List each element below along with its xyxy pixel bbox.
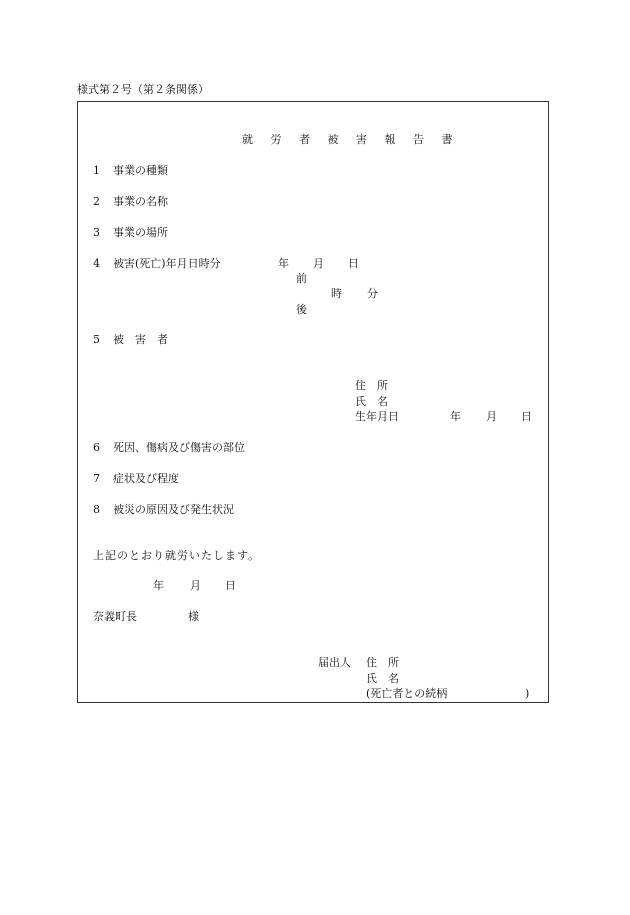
victim-birthdate-label: 生年月日 bbox=[355, 410, 399, 423]
item4-number: 4 bbox=[93, 257, 100, 270]
victim-address-label: 住 所 bbox=[355, 379, 388, 392]
item2-label: 事業の名称 bbox=[113, 195, 168, 208]
datetime-month: 月 bbox=[313, 257, 324, 270]
item5-number: 5 bbox=[93, 333, 100, 346]
applicant-relation-close: ) bbox=[525, 687, 530, 700]
datetime-hour: 時 bbox=[331, 287, 342, 300]
birthdate-day: 日 bbox=[521, 410, 532, 423]
datetime-am: 前 bbox=[296, 272, 307, 285]
item2-number: 2 bbox=[93, 195, 100, 208]
datetime-pm: 後 bbox=[296, 303, 307, 316]
birthdate-year: 年 bbox=[450, 410, 461, 423]
item3-label: 事業の場所 bbox=[113, 226, 168, 239]
datetime-minute: 分 bbox=[367, 287, 378, 300]
item8-number: 8 bbox=[93, 503, 100, 516]
datetime-year: 年 bbox=[278, 257, 289, 270]
item6-label: 死因、傷病及び傷害の部位 bbox=[113, 441, 245, 454]
datetime-day: 日 bbox=[348, 257, 359, 270]
item6-number: 6 bbox=[93, 441, 100, 454]
addressee-name: 奈義町長 bbox=[93, 610, 137, 623]
addressee-honorific: 様 bbox=[188, 610, 199, 623]
date-day: 日 bbox=[225, 579, 236, 592]
form-number: 様式第２号（第２条関係） bbox=[77, 83, 209, 96]
item4-label: 被害(死亡)年月日時分 bbox=[113, 257, 221, 270]
date-year: 年 bbox=[153, 579, 164, 592]
applicant-name-label: 氏 名 bbox=[366, 672, 399, 685]
item1-label: 事業の種類 bbox=[113, 164, 168, 177]
applicant-label: 届出人 bbox=[318, 656, 351, 669]
applicant-relation-label: (死亡者との続柄 bbox=[366, 687, 448, 700]
item1-number: 1 bbox=[93, 164, 100, 177]
item7-number: 7 bbox=[93, 472, 100, 485]
date-month: 月 bbox=[190, 579, 201, 592]
form-title: 就 労 者 被 害 報 告 書 bbox=[242, 133, 460, 146]
item7-label: 症状及び程度 bbox=[113, 472, 179, 485]
birthdate-month: 月 bbox=[486, 410, 497, 423]
statement-text: 上記のとおり就労いたします。 bbox=[93, 549, 261, 562]
form-frame bbox=[77, 101, 549, 703]
item8-label: 被災の原因及び発生状況 bbox=[113, 503, 234, 516]
item3-number: 3 bbox=[93, 226, 100, 239]
victim-name-label: 氏 名 bbox=[355, 395, 388, 408]
item5-label: 被 害 者 bbox=[113, 333, 168, 346]
applicant-address-label: 住 所 bbox=[366, 656, 399, 669]
